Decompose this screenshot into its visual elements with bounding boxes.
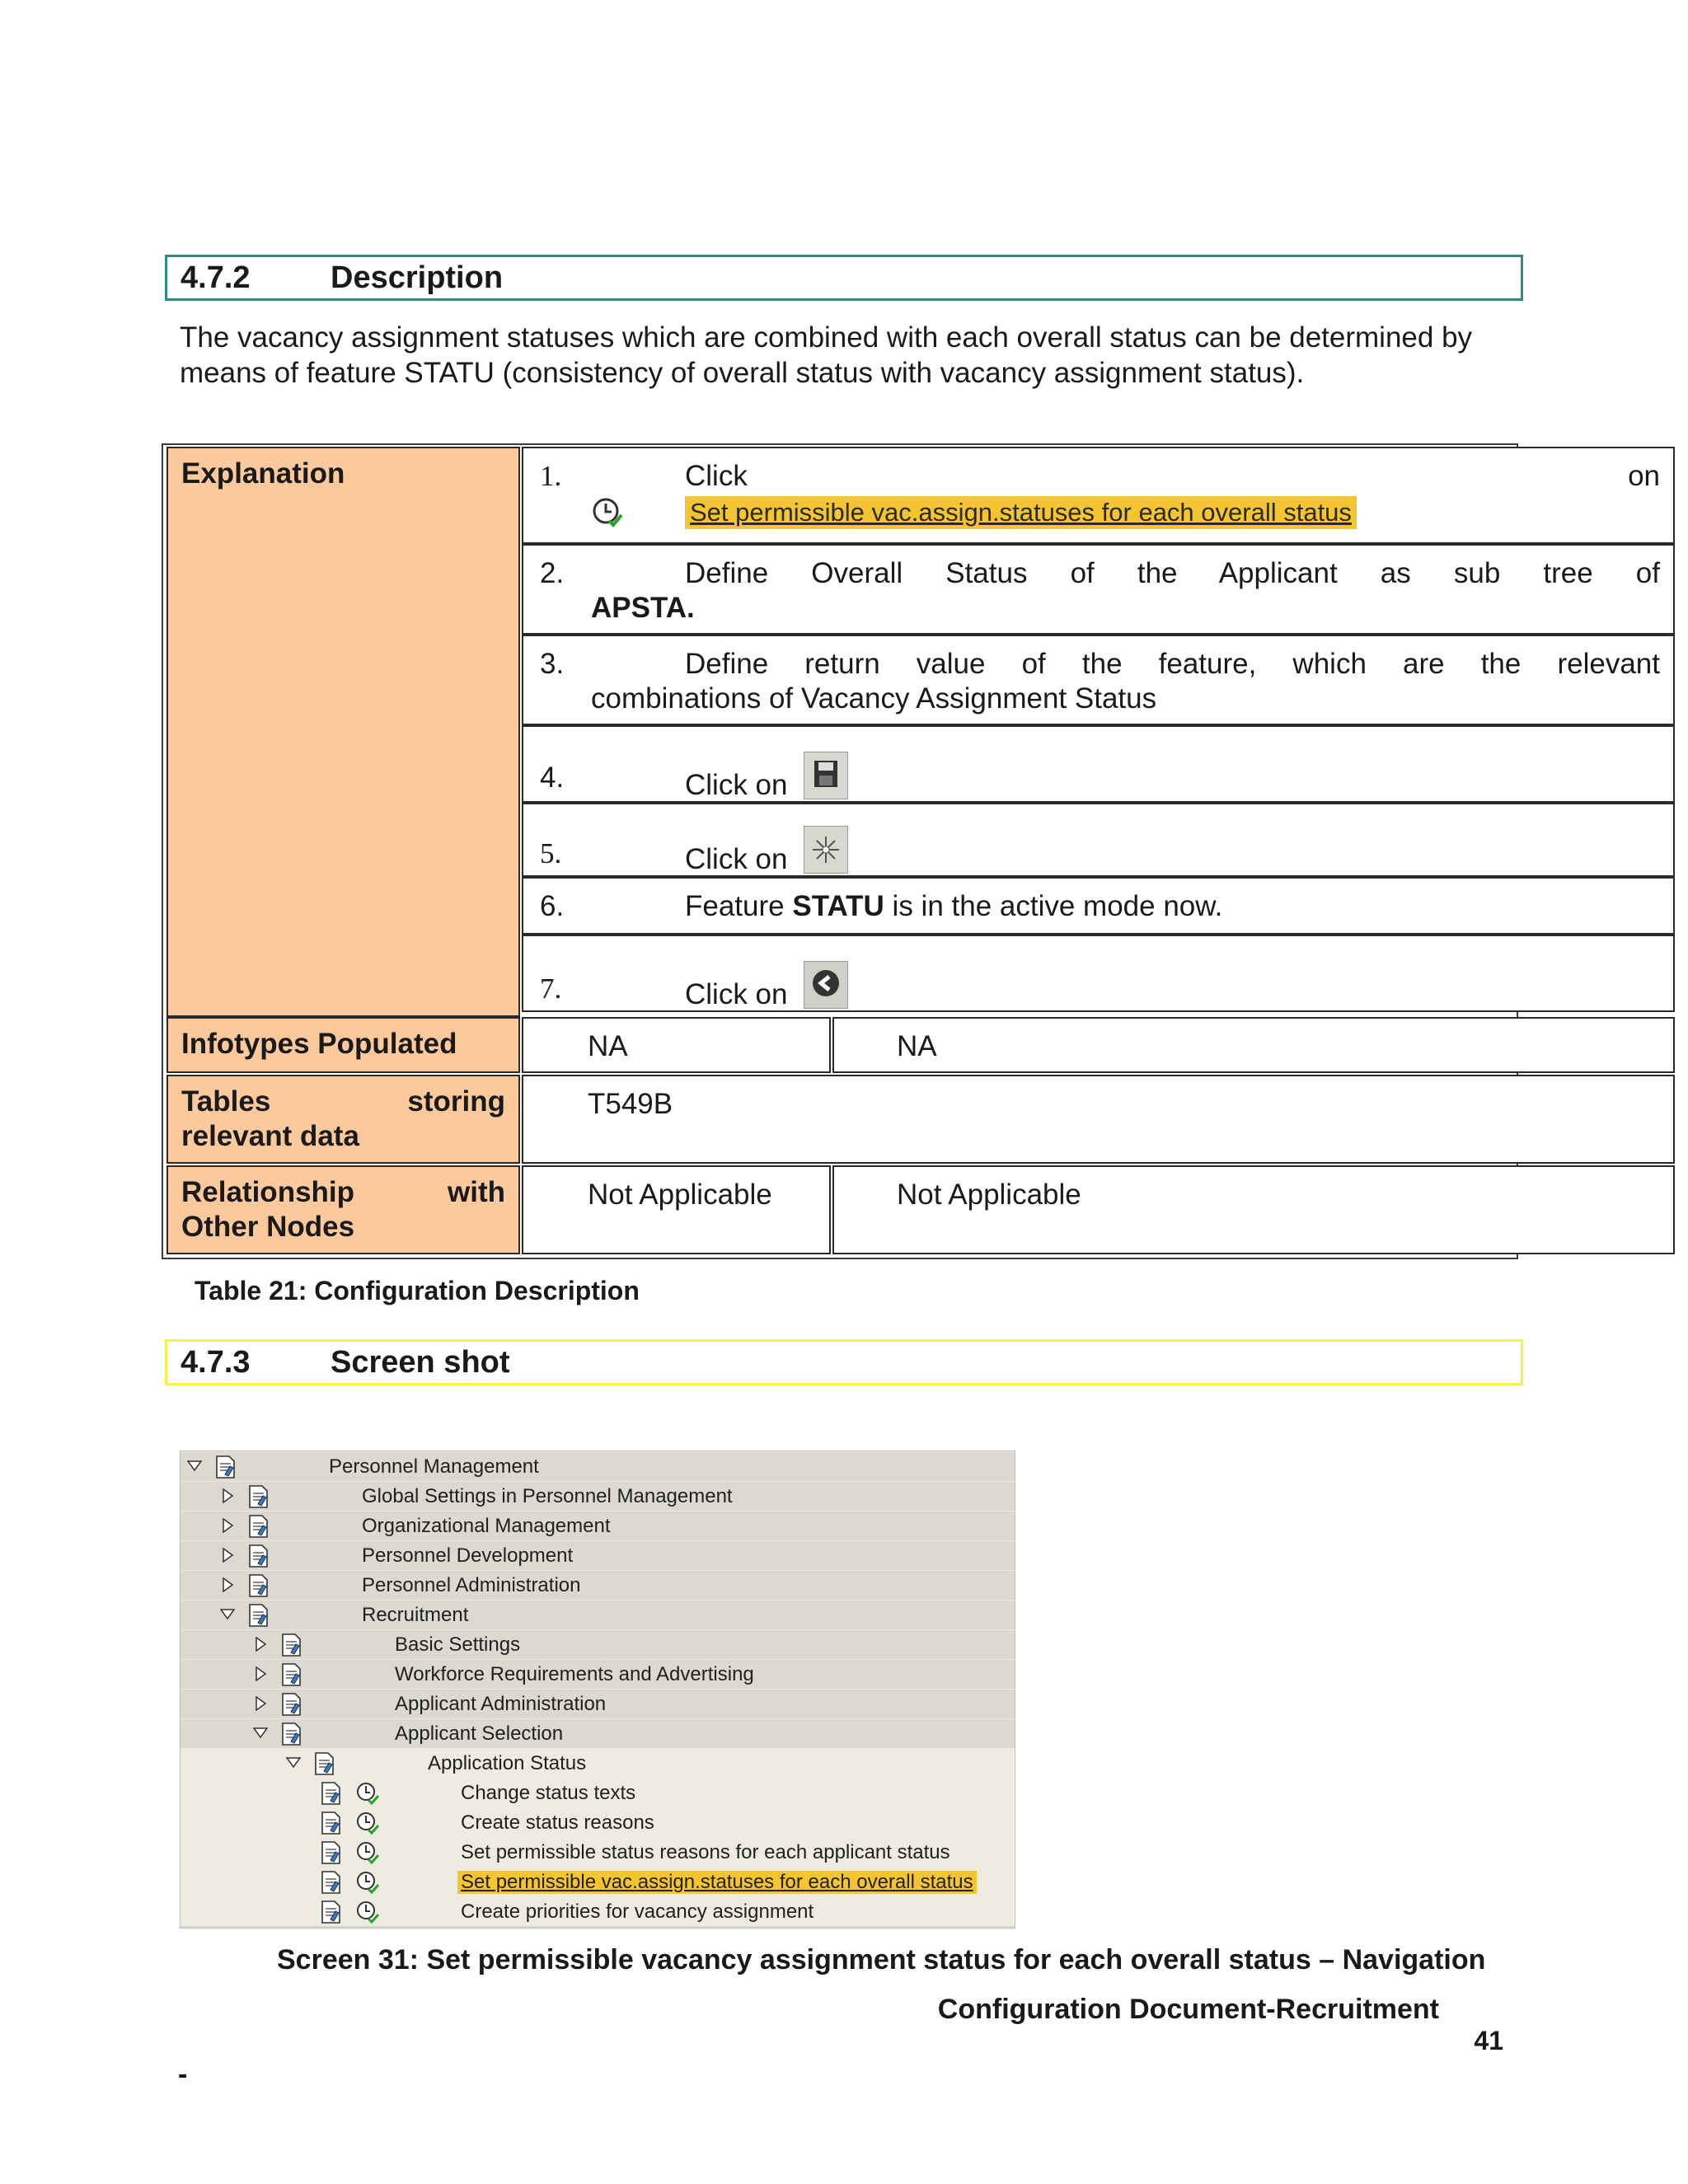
description-paragraph: The vacancy assignment statuses which are combined with each overall status can be determined by means of feature STATU (consistency of overall status with vacancy assignment status). — [180, 321, 1473, 389]
step-text-wrap — [685, 826, 848, 876]
tree-node[interactable] — [181, 1511, 1015, 1540]
step-text: Define return value of the feature, which are the relevant — [685, 648, 1660, 680]
tree-node-label[interactable]: Personnel Administration — [362, 1574, 581, 1596]
expand-down-icon[interactable] — [286, 1755, 301, 1770]
section-heading-4-7-2 — [165, 255, 1523, 301]
expand-right-icon[interactable] — [220, 1518, 235, 1533]
relationship-label-line-2: Other Nodes — [181, 1211, 355, 1243]
step-text-wrap — [685, 890, 1222, 923]
tree-node-label[interactable]: Create status reasons — [461, 1811, 654, 1834]
step-text-wrap — [685, 961, 848, 1011]
step-row-5 — [522, 803, 1675, 877]
step-text: Click — [685, 460, 748, 492]
tree-node-label[interactable]: Personnel Management — [329, 1455, 539, 1478]
step-number: 7. — [540, 972, 562, 1005]
tree-node[interactable] — [181, 1867, 1015, 1896]
documentation-icon[interactable] — [319, 1781, 344, 1806]
cell-value: Not Applicable — [897, 1179, 1081, 1211]
expand-right-icon[interactable] — [253, 1666, 268, 1681]
expand-right-icon[interactable] — [220, 1577, 235, 1592]
step-row-3 — [522, 635, 1675, 725]
execute-activity-icon[interactable] — [355, 1840, 380, 1865]
tree-node[interactable] — [181, 1600, 1015, 1629]
infotypes-label: Infotypes Populated — [166, 1017, 520, 1073]
tree-node[interactable] — [181, 1718, 1015, 1748]
execute-activity-icon[interactable] — [355, 1900, 380, 1924]
activity-clock-icon — [591, 496, 624, 529]
step-text-wrap — [685, 752, 848, 802]
tree-node[interactable] — [181, 1481, 1015, 1511]
documentation-icon[interactable] — [246, 1573, 271, 1598]
tree-node[interactable] — [181, 1659, 1015, 1689]
step-number: 5. — [540, 837, 562, 869]
tree-node[interactable] — [181, 1778, 1015, 1807]
documentation-icon[interactable] — [319, 1811, 344, 1835]
section-number: 4.7.3 — [181, 1344, 251, 1380]
documentation-icon[interactable] — [246, 1514, 271, 1539]
cell-value: NA — [588, 1030, 628, 1062]
relationship-value-2 — [832, 1165, 1675, 1254]
step-row-1 — [522, 447, 1675, 544]
step-row-2 — [522, 544, 1675, 635]
step-number: 6. — [540, 890, 565, 922]
configuration-table — [162, 443, 1660, 1259]
infotypes-value-1 — [522, 1017, 831, 1073]
section-number: 4.7.2 — [181, 260, 251, 295]
tree-node[interactable] — [181, 1807, 1015, 1837]
tree-node-label[interactable]: Set permissible vac.assign.statuses for each overall status — [457, 1871, 977, 1894]
explanation-label: Explanation — [166, 447, 520, 1017]
documentation-icon[interactable] — [246, 1484, 271, 1509]
relationship-label-line-1: Relationship with — [181, 1176, 505, 1208]
tree-node-label[interactable]: Recruitment — [362, 1604, 469, 1626]
execute-activity-icon[interactable] — [355, 1870, 380, 1895]
tree-node-label[interactable]: Applicant Administration — [395, 1693, 607, 1715]
tree-node-label[interactable]: Set permissible status reasons for each applicant status — [461, 1841, 950, 1863]
step-text: Click on — [685, 769, 788, 801]
back-icon[interactable] — [804, 961, 848, 1009]
tree-node-label[interactable]: Global Settings in Personnel Management — [362, 1485, 733, 1507]
tree-node-label[interactable]: Workforce Requirements and Advertising — [395, 1663, 754, 1685]
step-number: 3. — [540, 648, 565, 680]
tables-label-line-2: relevant data — [181, 1120, 359, 1152]
step-row-6 — [522, 877, 1675, 935]
tables-label-line-1: Tables storing — [181, 1085, 505, 1118]
infotypes-value-2 — [832, 1017, 1675, 1073]
tree-node[interactable] — [181, 1540, 1015, 1570]
execute-activity-icon[interactable] — [355, 1811, 380, 1835]
tree-node[interactable] — [181, 1837, 1015, 1867]
section-heading-4-7-3 — [165, 1339, 1523, 1385]
tree-node-label[interactable]: Personnel Development — [362, 1544, 574, 1567]
expand-down-icon[interactable] — [253, 1726, 268, 1741]
documentation-icon[interactable] — [213, 1455, 238, 1479]
activate-icon[interactable] — [804, 826, 848, 874]
step-number: 4. — [540, 762, 565, 794]
relationship-value-1 — [522, 1165, 831, 1254]
screen-caption: Screen 31: Set permissible vacancy assignment status for each overall status – Navigation — [277, 1944, 1486, 1975]
feature-name: STATU — [792, 890, 884, 922]
step-text-2: combinations of Vacancy Assignment Status — [591, 682, 1157, 715]
expand-down-icon[interactable] — [220, 1607, 235, 1622]
documentation-icon[interactable] — [319, 1840, 344, 1865]
tree-node-label[interactable]: Change status texts — [461, 1782, 636, 1804]
cell-value: Not Applicable — [588, 1179, 772, 1211]
set-permissible-link[interactable]: Set permissible vac.assign.statuses for each overall status — [685, 496, 1357, 529]
tables-label — [166, 1075, 520, 1164]
step-text-post: is in the active mode now. — [884, 890, 1223, 922]
documentation-icon[interactable] — [246, 1603, 271, 1628]
step-text: Define Overall Status of the Applicant as sub tree of — [685, 557, 1660, 589]
documentation-icon[interactable] — [312, 1751, 337, 1776]
execute-activity-icon[interactable] — [355, 1781, 380, 1806]
step-text: Click on — [685, 843, 788, 875]
tree-node[interactable] — [181, 1629, 1015, 1659]
expand-right-icon[interactable] — [220, 1548, 235, 1563]
tree-node[interactable] — [181, 1451, 1015, 1481]
table-caption: Table 21: Configuration Description — [195, 1276, 640, 1305]
documentation-icon[interactable] — [279, 1633, 304, 1657]
section-title: Screen shot — [331, 1344, 510, 1380]
step-text-tail: on — [1628, 460, 1660, 492]
section-title: Description — [331, 260, 504, 295]
step-number: 2. — [540, 557, 565, 589]
relationship-label — [166, 1165, 520, 1254]
documentation-icon[interactable] — [319, 1900, 344, 1924]
footer-dash: - — [178, 2059, 188, 2090]
tree-node-label[interactable]: Basic Settings — [395, 1633, 521, 1656]
step-row-7 — [522, 935, 1675, 1012]
tree-node-label[interactable]: Organizational Management — [362, 1515, 611, 1537]
expand-right-icon[interactable] — [220, 1488, 235, 1503]
img-tree-screenshot — [180, 1451, 1015, 1929]
step-row-4 — [522, 725, 1675, 803]
save-icon[interactable] — [804, 752, 848, 799]
tree-node[interactable] — [181, 1570, 1015, 1600]
expand-right-icon[interactable] — [253, 1637, 268, 1652]
documentation-icon[interactable] — [279, 1692, 304, 1717]
expand-down-icon[interactable] — [187, 1459, 202, 1474]
expand-right-icon[interactable] — [253, 1696, 268, 1711]
cell-value: NA — [897, 1030, 937, 1062]
tree-node[interactable] — [181, 1896, 1015, 1926]
tree-node-label[interactable]: Create priorities for vacancy assignment — [461, 1900, 814, 1923]
step-number: 1. — [540, 460, 562, 492]
tables-value-cell — [522, 1075, 1675, 1164]
tree-node[interactable] — [181, 1748, 1015, 1778]
step-text-pre: Feature — [685, 890, 793, 922]
cell-value: T549B — [588, 1088, 673, 1120]
tree-node-label[interactable]: Applicant Selection — [395, 1722, 564, 1745]
documentation-icon[interactable] — [279, 1662, 304, 1687]
step-text-2: APSTA. — [591, 592, 695, 624]
step-text: Click on — [685, 978, 788, 1010]
footer-title: Configuration Document-Recruitment — [937, 1994, 1439, 2025]
documentation-icon[interactable] — [319, 1870, 344, 1895]
page-number: 41 — [1474, 2026, 1503, 2055]
documentation-icon[interactable] — [279, 1722, 304, 1746]
documentation-icon[interactable] — [246, 1544, 271, 1568]
tree-node-label[interactable]: Application Status — [428, 1752, 587, 1774]
tree-node[interactable] — [181, 1689, 1015, 1718]
